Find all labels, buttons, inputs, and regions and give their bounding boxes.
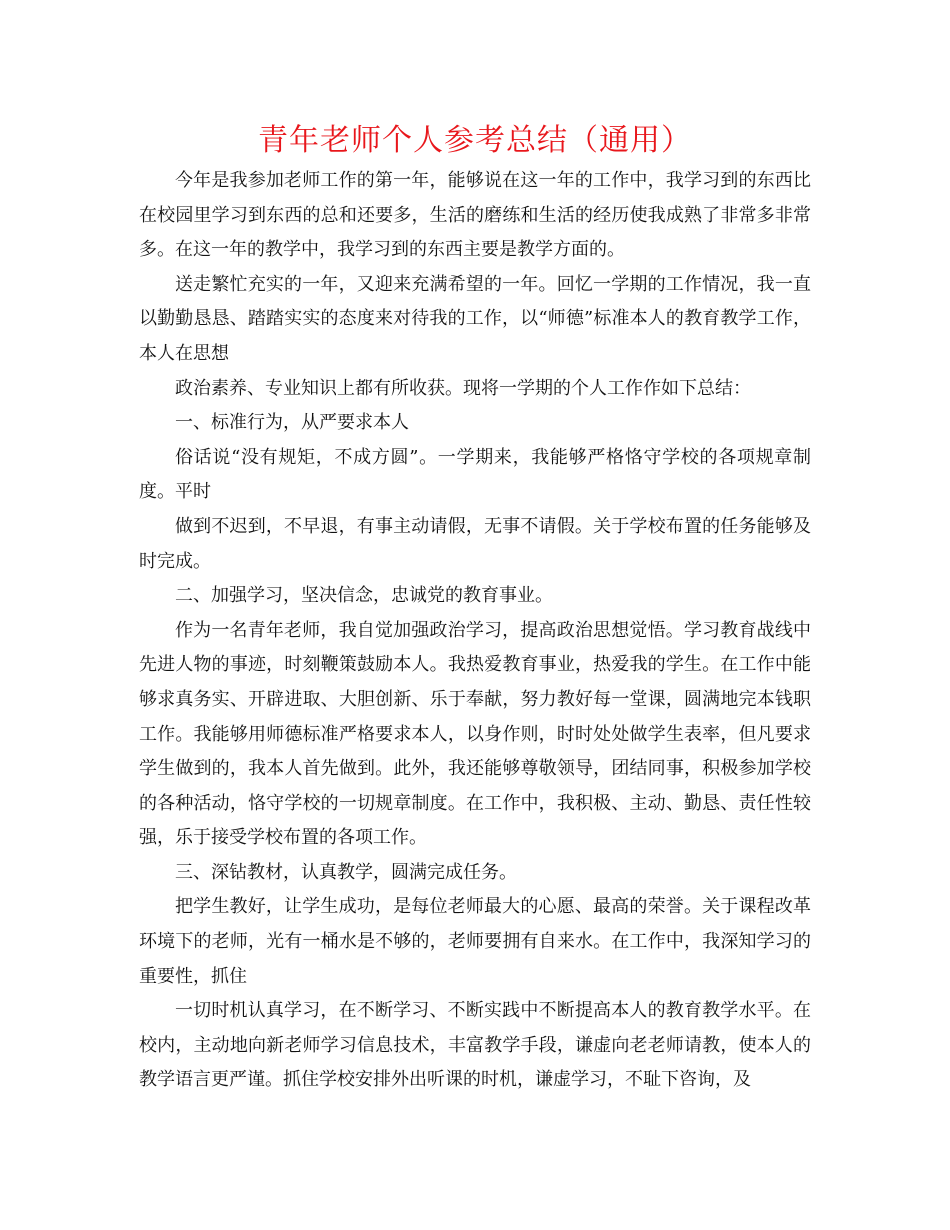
document-title: 青年老师个人参考总结（通用）: [258, 123, 692, 158]
paragraph: 做到不迟到，不早退，有事主动请假，无事不请假。关于学校布置的任务能够及时完成。: [139, 515, 811, 572]
paragraph: 俗话说“没有规矩，不成方圆”。一学期来，我能够严格恪守学校的各项规章制度。平时: [139, 446, 811, 503]
paragraph: 把学生教好，让学生成功，是每位老师最大的心愿、最高的荣誉。关于课程改革环境下的老师，光有一桶水是不够的，老师要拥有自来水。在工作中，我深知学习的重要性，抓住: [139, 896, 811, 987]
section-heading: 三、深钻教材，认真教学，圆满完成任务。: [175, 861, 517, 883]
paragraph: 作为一名青年老师，我自觉加强政治学习，提高政治思想觉悟。学习教育战线中先进人物的事迹，时刻鞭策鼓励本人。我热爱教育事业，热爱我的学生。在工作中能够求真务实、开辟进取、大胆创新、乐于奉献，努力教好每一堂课，圆满地完本钱职工作。我能够用师德标准严格要求本人，以身作则，时时处处做学生表率，但凡要求学生做到的，我本人首先做到。此外，我还能够尊敬领导，团结同事，积极参加学校的各种活动，恪守学校的一切规章制度。在工作中，我积极、主动、勤恳、责任性较强，乐于接受学校布置的各项工作。: [139, 619, 811, 849]
paragraph: 政治素养、专业知识上都有所收获。现将一学期的个人工作作如下总结：: [175, 377, 751, 399]
section-heading: 一、标准行为，从严要求本人: [175, 412, 409, 434]
section-heading: 二、加强学习，坚决信念，忠诚党的教育事业。: [175, 585, 553, 607]
paragraph: 一切时机认真学习，在不断学习、不断实践中不断提高本人的教育教学水平。在校内，主动地向新老师学习信息技术，丰富教学手段，谦虚向老老师请教，使本人的教学语言更严谨。抓住学校安排外出听课的时机，谦虚学习，不耻下咨询，及: [139, 1000, 811, 1091]
document-body: [139, 164, 811, 1098]
paragraph: 今年是我参加老师工作的第一年，能够说在这一年的工作中，我学习到的东西比在校园里学习到东西的总和还要多，生活的磨练和生活的经历使我成熟了非常多非常多。在这一年的教学中，我学习到的东西主要是教学方面的。: [139, 170, 811, 261]
paragraph: 送走繁忙充实的一年，又迎来充满希望的一年。回忆一学期的工作情况，我一直以勤勤恳恳、踏踏实实的态度来对待我的工作，以“师德”标准本人的教育教学工作，本人在思想: [139, 273, 811, 364]
